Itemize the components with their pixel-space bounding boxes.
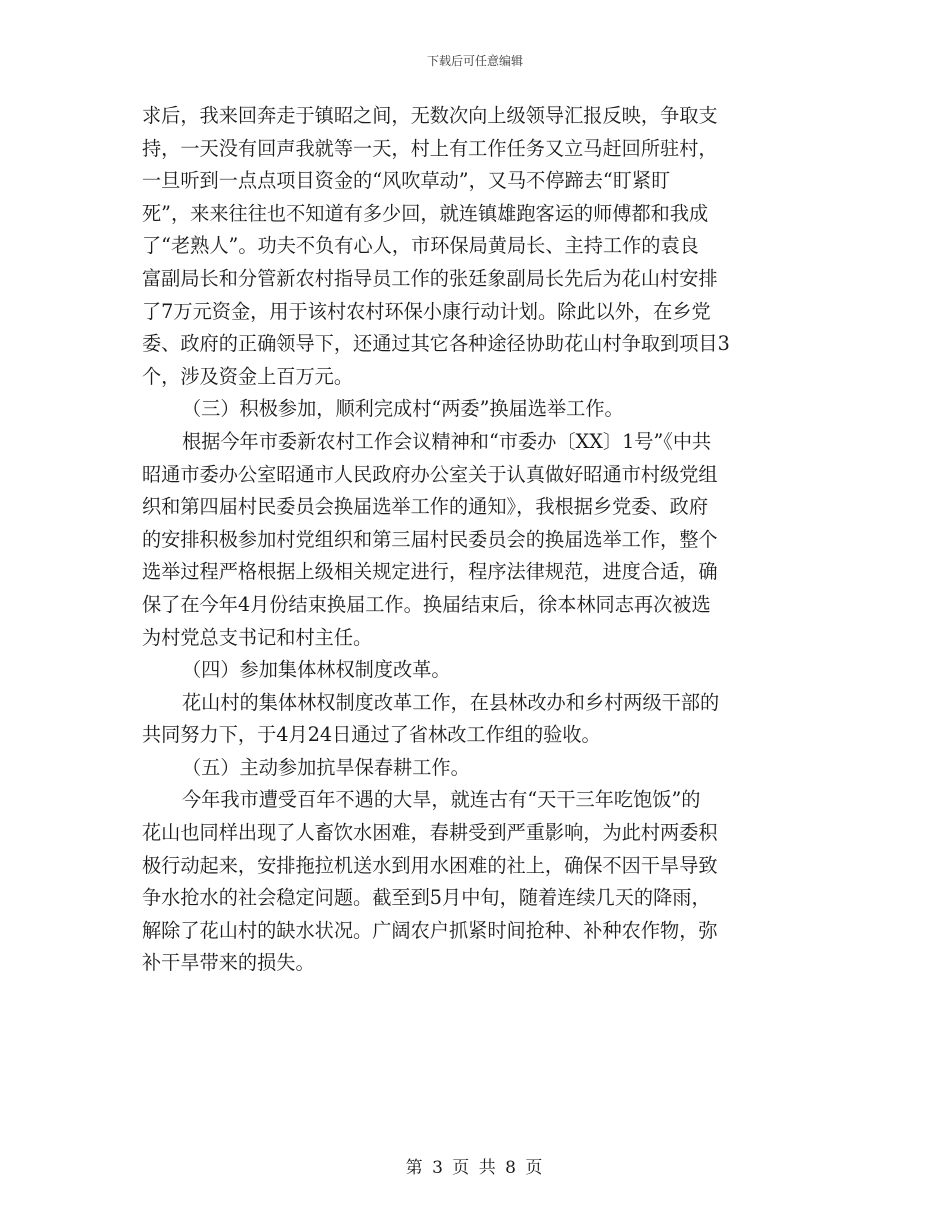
body-line: 争水抢水的社会稳定问题。截至到5月中旬，随着连续几天的降雨， <box>142 886 711 910</box>
body-line: 一旦听到一点点项目资金的“风吹草动”，又马不停蹄去“盯紧盯 <box>142 169 671 193</box>
document-body <box>142 100 814 980</box>
body-line: 求后，我来回奔走于镇昭之间，无数次向上级领导汇报反映，争取支 <box>142 104 718 127</box>
body-line: （四）参加集体林权制度改革。 <box>182 658 451 682</box>
page-number-footer: 第 3 页 共 8 页 <box>405 1158 545 1178</box>
body-line: 昭通市委办公室昭通市人民政府办公室关于认真做好昭通市村级党组 <box>142 462 718 486</box>
body-line: 为村党总支书记和村主任。 <box>142 625 373 649</box>
body-line: 保了在今年4月份结束换届工作。换届结束后，徐本林同志再次被选 <box>142 592 711 616</box>
body-line: 选举过程严格根据上级相关规定进行，程序法律规范，进度合适，确 <box>142 560 718 584</box>
body-line: 的安排积极参加村党组织和第三届村民委员会的换届选举工作，整个 <box>142 527 718 551</box>
body-line: 个，涉及资金上百万元。 <box>142 364 354 388</box>
body-line: 根据今年市委新农村工作会议精神和“市委办〔XX〕1号”《中共 <box>182 429 712 453</box>
body-line: 花山也同样出现了人畜饮水困难，春耕受到严重影响，为此村两委积 <box>142 821 718 845</box>
body-line: 花山村的集体林权制度改革工作，在县林改办和乡村两级干部的 <box>182 690 720 714</box>
body-line: 富副局长和分管新农村指导员工作的张廷象副局长先后为花山村安排 <box>142 266 718 290</box>
body-line: （三）积极参加，顺利完成村“两委”换届选举工作。 <box>182 397 624 421</box>
page-header-note: 下载后可任意编辑 <box>426 54 523 68</box>
body-line: 极行动起来，安排拖拉机送水到用水困难的社上，确保不因干旱导致 <box>142 853 718 877</box>
body-line: 共同努力下，于4月24日通过了省林改工作组的验收。 <box>142 723 601 747</box>
body-line: （五）主动参加抗旱保春耕工作。 <box>182 755 470 779</box>
body-line: 解除了花山村的缺水状况。广阔农户抓紧时间抢种、补种农作物，弥 <box>142 918 718 942</box>
body-line: 补干旱带来的损失。 <box>142 951 315 975</box>
body-line: 了7万元资金，用于该村农村环保小康行动计划。除此以外，在乡党 <box>142 299 711 323</box>
body-line: 今年我市遭受百年不遇的大旱，就连古有“天干三年吃饱饭”的 <box>182 788 701 812</box>
body-line: 织和第四届村民委员会换届选举工作的通知》，我根据乡党委、政府 <box>142 495 709 519</box>
body-line: 持，一天没有回声我就等一天，村上有工作任务又立马赶回所驻村， <box>142 136 718 160</box>
body-line: 死”，来来往往也不知道有多少回，就连镇雄跑客运的师傅都和我成 <box>142 201 709 225</box>
body-line: 委、政府的正确领导下，还通过其它各种途径协助花山村争取到项目3 <box>142 332 730 356</box>
body-line: 了“老熟人”。功夫不负有心人，市环保局黄局长、主持工作的袁良 <box>142 234 699 258</box>
